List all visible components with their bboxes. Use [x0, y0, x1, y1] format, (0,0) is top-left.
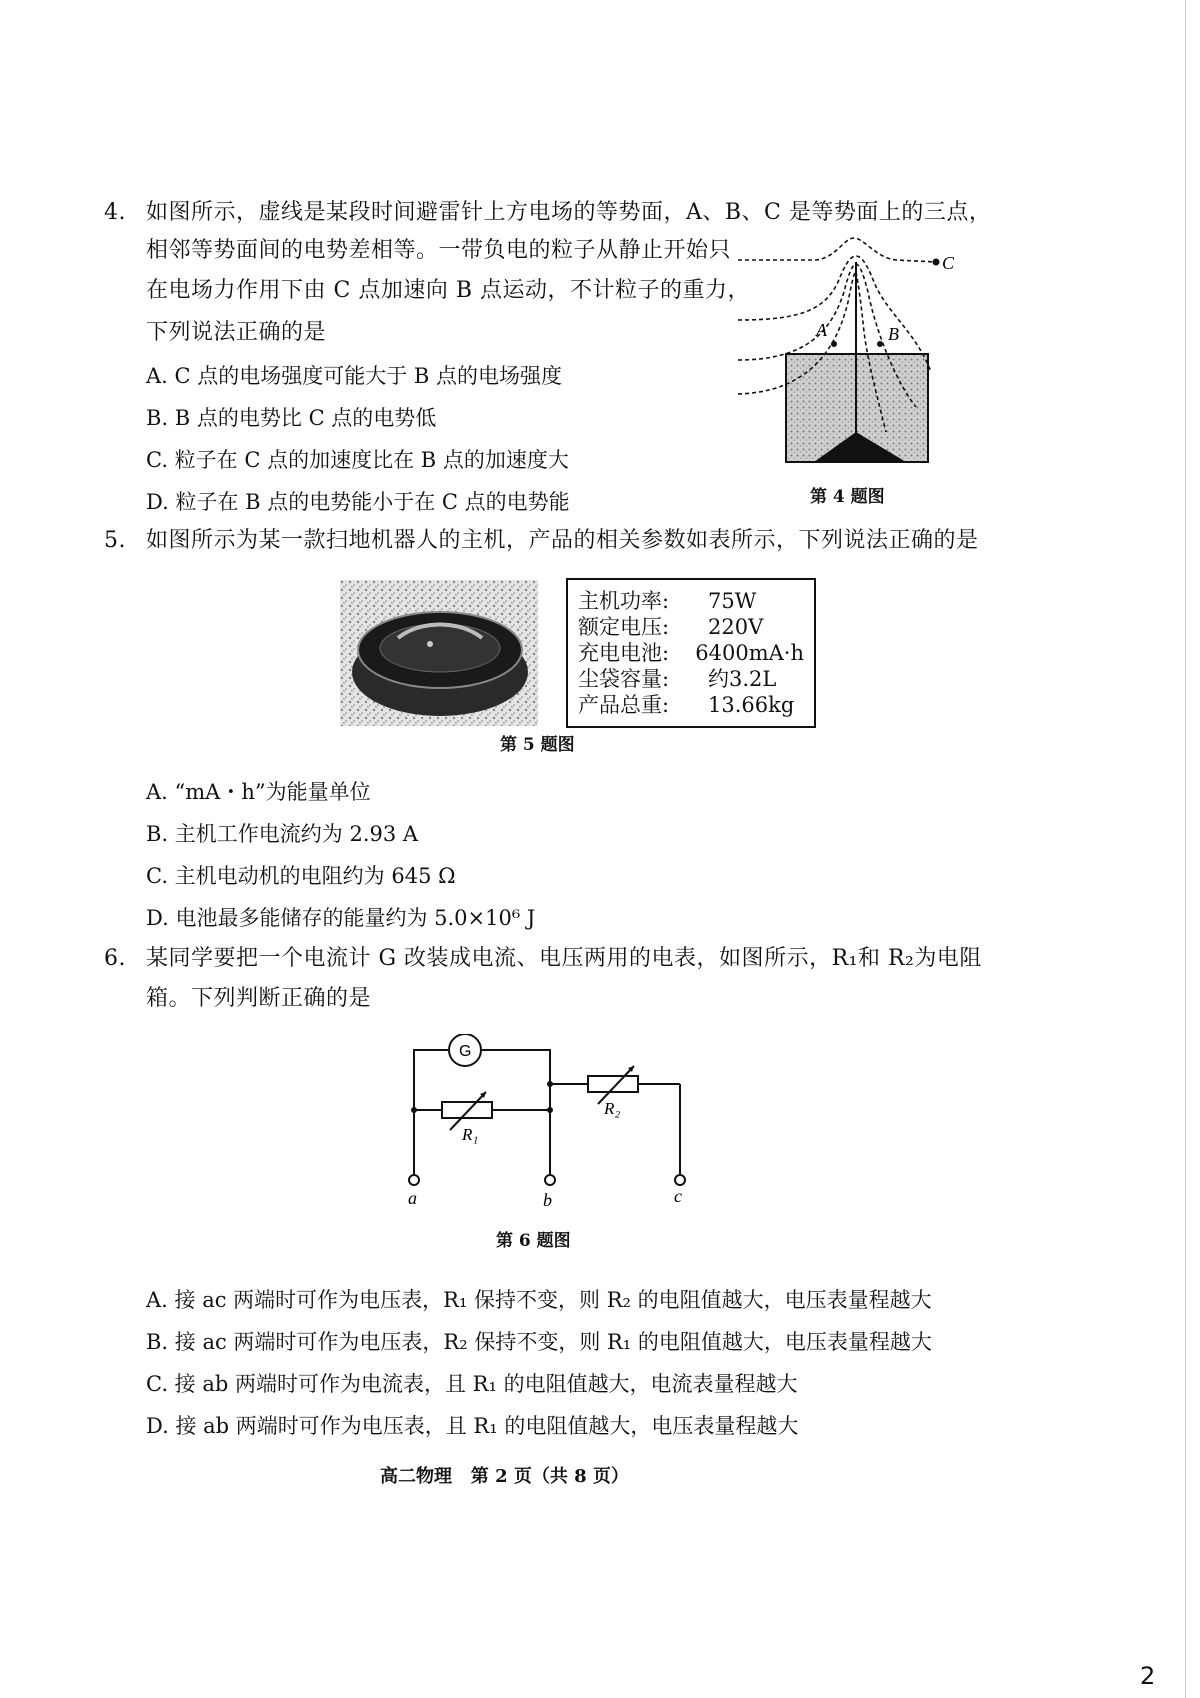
q6-caption: 第 6 题图	[496, 1231, 571, 1251]
label-r1: R₁	[462, 1125, 479, 1144]
spec-row	[578, 588, 804, 614]
spec-row	[578, 614, 804, 640]
q5-number: 5.	[104, 528, 126, 553]
spec-name: 产品总重:	[578, 693, 670, 717]
page-number: 2	[1140, 1662, 1156, 1690]
spec-name: 充电电池:	[578, 641, 670, 665]
q4-caption: 第 4 题图	[810, 487, 885, 507]
page-edge	[1185, 0, 1186, 1698]
q5-option-a[interactable]: A. “mA・h”为能量单位	[146, 780, 371, 804]
label-c: c	[674, 1186, 682, 1206]
q4-option-a[interactable]: A. C 点的电场强度可能大于 B 点的电场强度	[146, 364, 563, 388]
point-b-dot	[877, 341, 883, 347]
q6-option-a[interactable]: A. 接 ac 两端时可作为电压表，R₁ 保持不变，则 R₂ 的电阻值越大，电压表量程越大	[146, 1288, 932, 1312]
q5-option-d[interactable]: D. 电池最多能储存的能量约为 5.0×10⁶ J	[146, 906, 536, 930]
lightning-rod-figure	[736, 232, 966, 472]
q6-number: 6.	[104, 946, 126, 971]
spec-value: 13.66kg	[708, 693, 795, 717]
q6-option-c[interactable]: C. 接 ab 两端时可作为电流表，且 R₁ 的电阻值越大，电流表量程越大	[146, 1372, 798, 1396]
q4-line1: 如图所示，虚线是某段时间避雷针上方电场的等势面，A、B、C 是等势面上的三点，	[146, 200, 992, 225]
q5-line1: 如图所示为某一款扫地机器人的主机，产品的相关参数如表所示，下列说法正确的是	[146, 528, 979, 553]
spec-name: 额定电压:	[578, 615, 670, 639]
q4-option-d[interactable]: D. 粒子在 B 点的电势能小于在 C 点的电势能	[146, 490, 570, 514]
circuit-diagram	[400, 1034, 700, 1214]
label-c: C	[942, 253, 955, 273]
label-b: B	[888, 324, 899, 344]
label-r2: R₂	[604, 1099, 621, 1118]
point-a-dot	[831, 341, 837, 347]
spec-name: 尘袋容量:	[578, 667, 670, 691]
q4-number: 4.	[104, 200, 126, 225]
q4-option-b[interactable]: B. B 点的电势比 C 点的电势低	[146, 406, 437, 430]
label-a: A	[816, 320, 827, 340]
spec-row	[578, 666, 804, 692]
robot-vacuum-photo	[340, 580, 538, 726]
q4-line4: 下列说法正确的是	[146, 320, 327, 345]
spec-value: 75W	[708, 589, 757, 613]
label-b: b	[543, 1190, 552, 1210]
q6-line1: 某同学要把一个电流计 G 改装成电流、电压两用的电表，如图所示，R₁和 R₂为电阻	[146, 946, 982, 971]
spec-value: 6400mA·h	[695, 641, 804, 665]
point-c-dot	[933, 259, 940, 266]
spec-row	[578, 692, 804, 718]
q6-option-b[interactable]: B. 接 ac 两端时可作为电压表，R₂ 保持不变，则 R₁ 的电阻值越大，电压表量程越大	[146, 1330, 932, 1354]
q4-option-c[interactable]: C. 粒子在 C 点的加速度比在 B 点的加速度大	[146, 448, 569, 472]
q6-line2: 箱。下列判断正确的是	[146, 986, 372, 1011]
q5-option-b[interactable]: B. 主机工作电流约为 2.93 A	[146, 822, 419, 846]
spec-value: 约3.2L	[708, 667, 777, 691]
spec-name: 主机功率:	[578, 589, 670, 613]
q4-line2: 相邻等势面间的电势差相等。一带负电的粒子从静止开始只	[146, 238, 732, 263]
label-a: a	[408, 1188, 417, 1208]
label-g: G	[459, 1043, 472, 1060]
spec-value: 220V	[708, 615, 764, 639]
page-footer: 高二物理 第 2 页（共 8 页）	[380, 1466, 629, 1487]
q4-line3: 在电场力作用下由 C 点加速向 B 点运动，不计粒子的重力，	[146, 278, 750, 303]
spec-table	[566, 578, 816, 728]
spec-row	[578, 640, 804, 666]
q5-option-c[interactable]: C. 主机电动机的电阻约为 645 Ω	[146, 864, 456, 888]
q6-option-d[interactable]: D. 接 ab 两端时可作为电压表，且 R₁ 的电阻值越大，电压表量程越大	[146, 1414, 799, 1438]
q5-caption: 第 5 题图	[500, 735, 575, 755]
